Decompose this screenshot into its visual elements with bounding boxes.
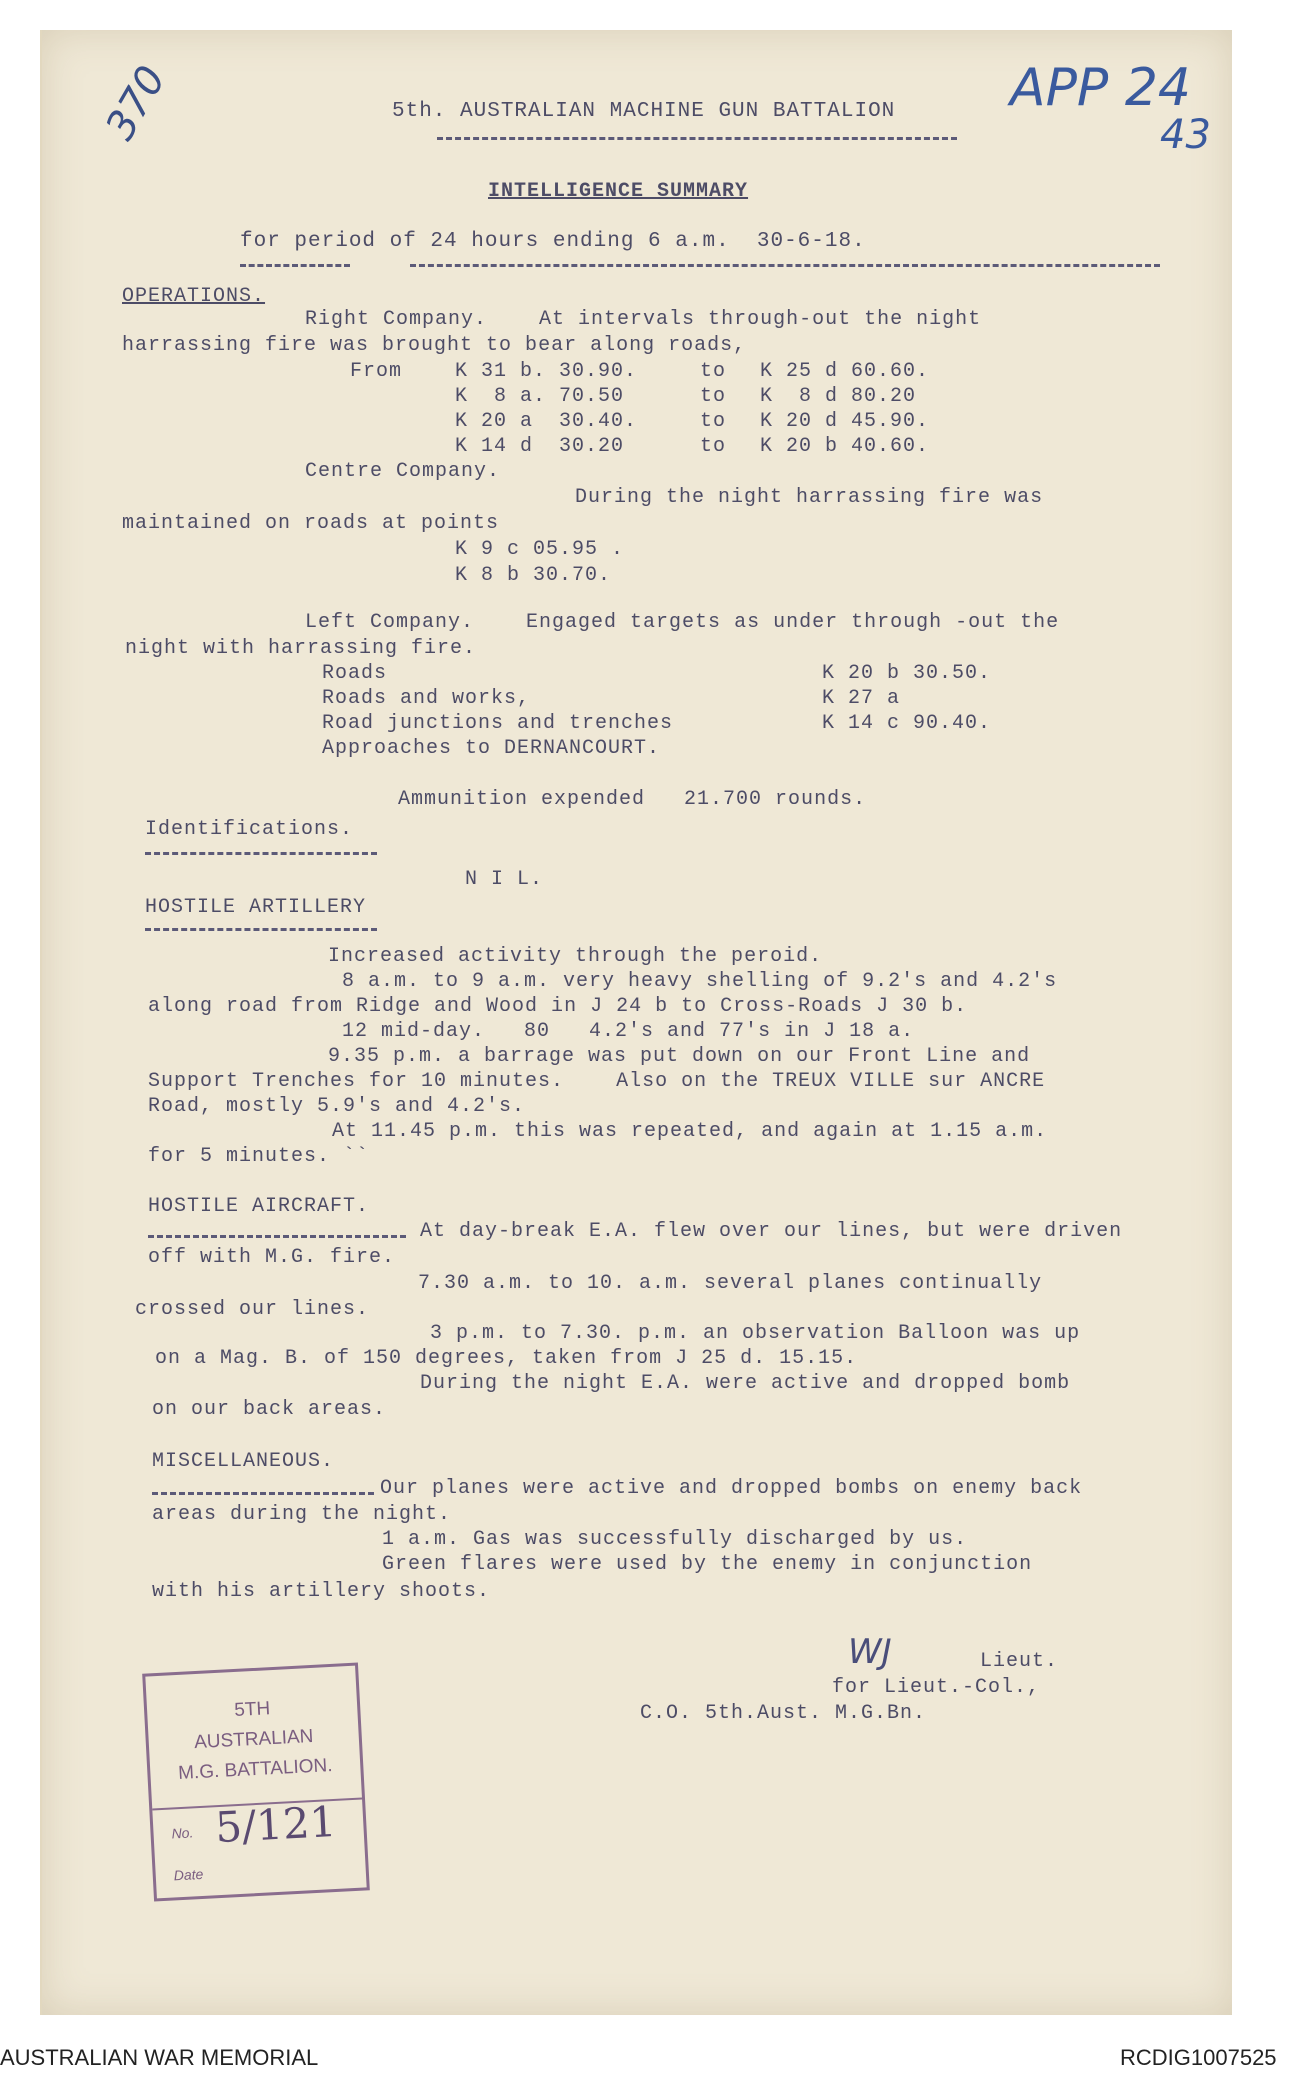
- divider: [145, 928, 377, 931]
- text-line: K 9 c 05.95 .: [455, 538, 625, 561]
- text-line: night with harrassing fire.: [125, 637, 477, 660]
- text-line: Green flares were used by the enemy in conjunction: [382, 1553, 1033, 1576]
- stamp-number: 5/121: [214, 1796, 338, 1853]
- grid-ref-to: K 20 b 40.60.: [760, 435, 930, 458]
- signature-initials: WJ: [848, 1632, 892, 1672]
- text-line: Support Trenches for 10 minutes. Also on the TREUX VILLE sur ANCRE: [148, 1070, 1046, 1093]
- unit-name: 5th. AUSTRALIAN MACHINE GUN BATTALION: [392, 100, 896, 123]
- footer-right: RCDIG1007525: [1120, 2045, 1277, 2070]
- text-line: areas during the night.: [152, 1503, 452, 1526]
- text-line: for 5 minutes. ``: [148, 1145, 370, 1168]
- identifications-value: N I L.: [465, 868, 544, 891]
- text-line: maintained on roads at points: [122, 512, 500, 535]
- identifications-heading: Identifications.: [145, 818, 354, 841]
- footer-left: AUSTRALIAN WAR MEMORIAL: [0, 2045, 319, 2070]
- stamp-no-label: No.: [171, 1824, 194, 1842]
- text-line: Left Company. Engaged targets as under through -out the: [305, 611, 1060, 634]
- grid-label: From: [350, 360, 403, 383]
- signature-for: for Lieut.-Col.,: [832, 1676, 1041, 1699]
- page-reference: 43: [1160, 112, 1211, 158]
- ammunition-expended: Ammunition expended 21.700 rounds.: [398, 788, 867, 811]
- divider: [437, 137, 957, 140]
- text-line: Road, mostly 5.9's and 4.2's.: [148, 1095, 526, 1118]
- hostile-artillery-heading: HOSTILE ARTILLERY: [145, 896, 367, 919]
- text-line: crossed our lines.: [135, 1298, 370, 1321]
- grid-ref-to: K 25 d 60.60.: [760, 360, 930, 383]
- target-ref: K 27 a: [822, 687, 901, 710]
- battalion-stamp: [142, 1663, 370, 1902]
- text-line: 8 a.m. to 9 a.m. very heavy shelling of 9.2's and 4.2's: [342, 970, 1058, 993]
- target-ref: K 20 b 30.50.: [822, 662, 992, 685]
- text-line: harrassing fire was brought to bear along roads,: [122, 334, 747, 357]
- grid-to: to: [700, 385, 727, 408]
- text-line: 9.35 p.m. a barrage was put down on our Front Line and: [328, 1045, 1031, 1068]
- grid-ref-from: K 14 d 30.20: [455, 435, 625, 458]
- divider: [240, 264, 350, 267]
- text-line: Increased activity through the peroid.: [328, 945, 823, 968]
- target-name: Roads and works,: [322, 687, 531, 710]
- folio-number: 370: [97, 58, 176, 148]
- text-line: At 11.45 p.m. this was repeated, and again at 1.15 a.m.: [332, 1120, 1048, 1143]
- grid-ref-from: K 31 b. 30.90.: [455, 360, 638, 383]
- target-name: Approaches to DERNANCOURT.: [322, 737, 661, 760]
- text-line: on our back areas.: [152, 1398, 387, 1421]
- divider: [148, 1235, 406, 1238]
- hostile-aircraft-heading: HOSTILE AIRCRAFT.: [148, 1195, 370, 1218]
- centre-company-heading: Centre Company.: [305, 460, 501, 483]
- stamp-line: AUSTRALIAN: [193, 1725, 314, 1754]
- report-period: for period of 24 hours ending 6 a.m. 30-6-18.: [240, 230, 866, 253]
- signature-rank: Lieut.: [980, 1650, 1059, 1673]
- grid-to: to: [700, 360, 727, 383]
- target-name: Road junctions and trenches: [322, 712, 674, 735]
- document-title: INTELLIGENCE SUMMARY: [488, 180, 749, 203]
- text-line: along road from Ridge and Wood in J 24 b to Cross-Roads J 30 b.: [148, 995, 968, 1018]
- text-line: 3 p.m. to 7.30. p.m. an observation Balloon was up: [430, 1322, 1081, 1345]
- text-line: Right Company. At intervals through-out the night: [305, 308, 982, 331]
- divider: [410, 264, 1160, 267]
- grid-to: to: [700, 435, 727, 458]
- grid-ref-from: K 8 a. 70.50: [455, 385, 625, 408]
- text-line: on a Mag. B. of 150 degrees, taken from J 25 d. 15.15.: [155, 1347, 858, 1370]
- divider: [145, 852, 377, 855]
- text-line: 7.30 a.m. to 10. a.m. several planes continually: [418, 1272, 1043, 1295]
- signature-co: C.O. 5th.Aust. M.G.Bn.: [640, 1702, 927, 1725]
- stamp-line: 5TH: [233, 1698, 271, 1722]
- text-line: At day-break E.A. flew over our lines, but were driven: [420, 1220, 1123, 1243]
- text-line: During the night harrassing fire was: [575, 486, 1044, 509]
- text-line: Our planes were active and dropped bombs on enemy back: [380, 1477, 1083, 1500]
- target-ref: K 14 c 90.40.: [822, 712, 992, 735]
- miscellaneous-heading: MISCELLANEOUS.: [152, 1450, 335, 1473]
- text-line: with his artillery shoots.: [152, 1580, 491, 1603]
- operations-heading: OPERATIONS.: [122, 285, 266, 308]
- grid-ref-from: K 20 a 30.40.: [455, 410, 638, 433]
- stamp-date-label: Date: [173, 1865, 204, 1884]
- grid-to: to: [700, 410, 727, 433]
- grid-ref-to: K 20 d 45.90.: [760, 410, 930, 433]
- target-name: Roads: [322, 662, 388, 685]
- divider: [152, 1492, 374, 1495]
- stamp-line: M.G. BATTALION.: [177, 1754, 334, 1785]
- text-line: 12 mid-day. 80 4.2's and 77's in J 18 a.: [342, 1020, 915, 1043]
- text-line: 1 a.m. Gas was successfully discharged by us.: [382, 1528, 968, 1551]
- text-line: K 8 b 30.70.: [455, 564, 612, 587]
- grid-ref-to: K 8 d 80.20: [760, 385, 917, 408]
- app-reference: APP 24: [1010, 58, 1191, 118]
- text-line: During the night E.A. were active and dropped bomb: [420, 1372, 1071, 1395]
- text-line: off with M.G. fire.: [148, 1246, 396, 1269]
